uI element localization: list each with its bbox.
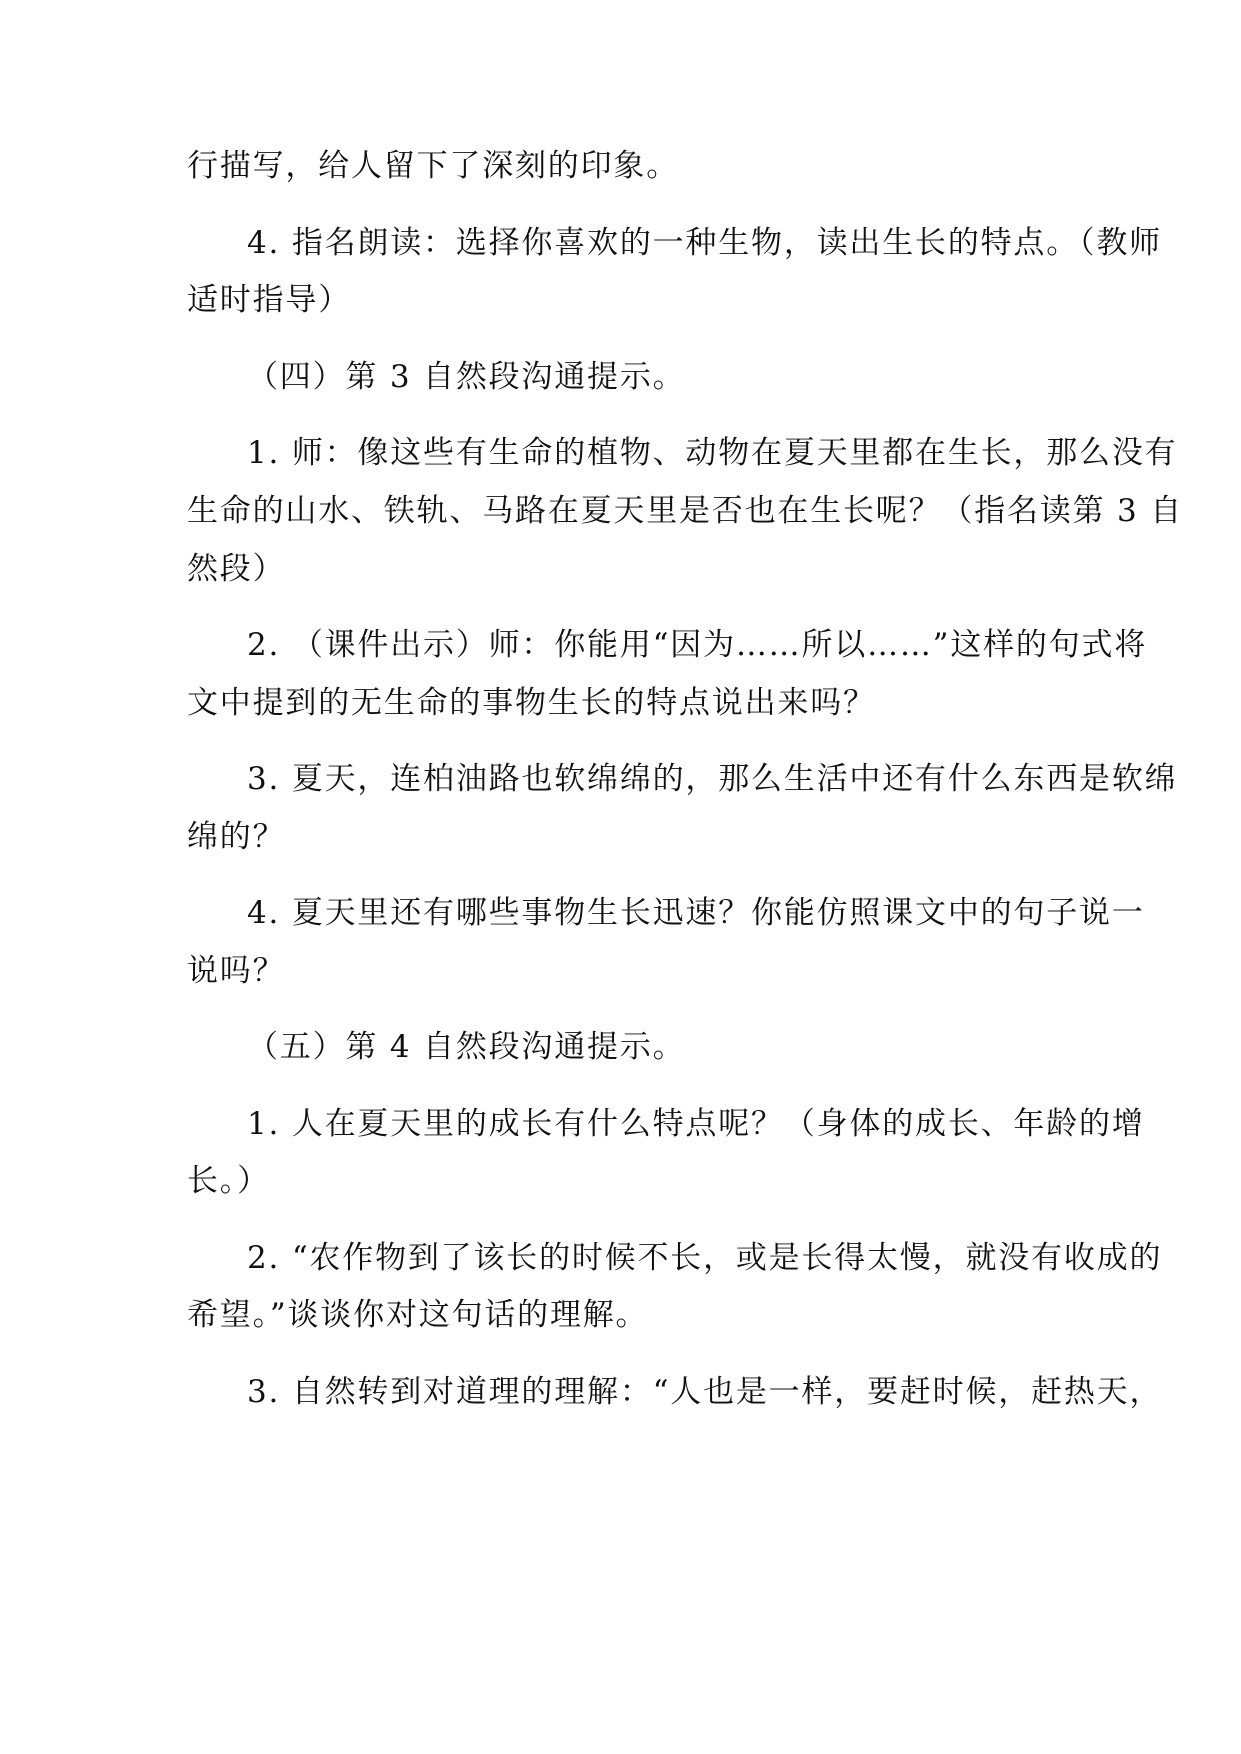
section-heading: （四）第 3 自然段沟通提示。 <box>247 359 686 395</box>
text-line: 1. 人在夏天里的成长有什么特点呢？（身体的成长、年龄的增 <box>247 1106 1145 1142</box>
text-line: 生命的山水、铁轨、马路在夏天里是否也在生长呢？（指名读第 3 自 <box>187 493 1184 529</box>
text-line: 4. 夏天里还有哪些事物生长迅速？你能仿照课文中的句子说一 <box>247 895 1145 931</box>
text-line: 3. 自然转到对道理的理解：“人也是一样，要赶时候，赶热天， <box>247 1374 1163 1410</box>
text-line: 适时指导） <box>187 282 351 318</box>
text-line: 说吗？ <box>187 953 286 989</box>
text-line: 2. “农作物到了该长的时候不长，或是长得太慢，就没有收成的 <box>247 1240 1163 1276</box>
text-line: 长。） <box>187 1163 270 1199</box>
text-line: 文中提到的无生命的事物生长的特点说出来吗？ <box>187 685 876 721</box>
section-heading: （五）第 4 自然段沟通提示。 <box>247 1029 686 1065</box>
text-line: 3. 夏天，连柏油路也软绵绵的，那么生活中还有什么东西是软绵 <box>247 761 1178 797</box>
text-line: 1. 师：像这些有生命的植物、动物在夏天里都在生长，那么没有 <box>247 435 1178 471</box>
text-line: 行描写，给人留下了深刻的印象。 <box>187 148 679 184</box>
text-line: 希望。”谈谈你对这句话的理解。 <box>187 1297 649 1333</box>
text-line: 2. （课件出示）师：你能用“因为……所以……”这样的句式将 <box>247 627 1148 663</box>
text-line: 4. 指名朗读：选择你喜欢的一种生物，读出生长的特点。（教师 <box>247 225 1162 261</box>
text-line: 然段） <box>187 551 286 587</box>
text-line: 绵的？ <box>187 819 286 855</box>
